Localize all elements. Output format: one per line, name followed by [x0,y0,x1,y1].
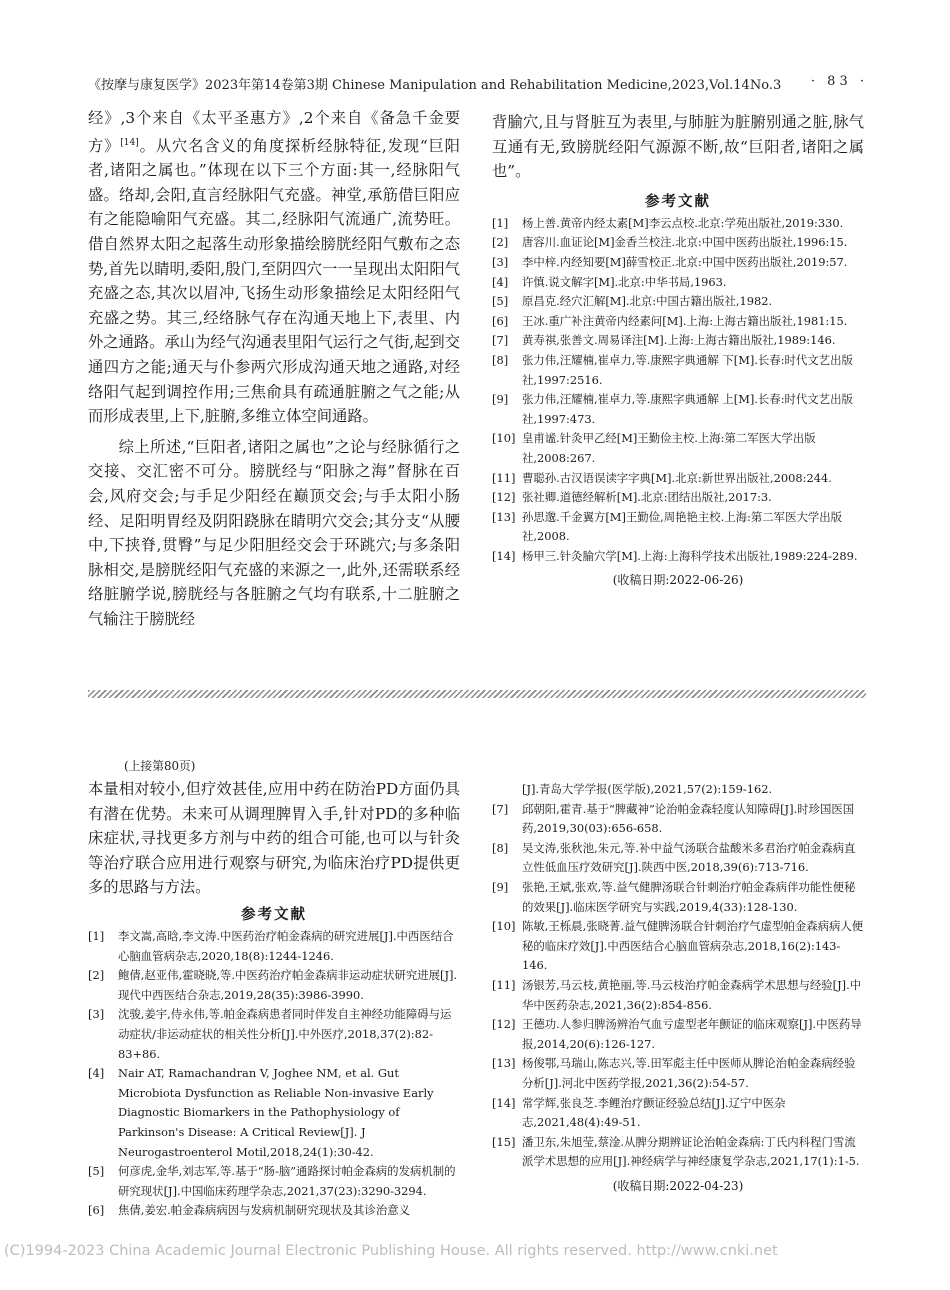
reference-text: 常学辉,张良芝.李鲤治疗颤证经验总结[J].辽宁中医杂志,2021,48(4):49-51. [522,1095,786,1130]
reference-item [492,292,864,312]
reference-number: [6] [492,313,509,328]
reference-text: Nair AT, Ramachandran V, Joghee NM, et al. Gut Microbiota Dysfunction as Reliable Non-invasive Early Diagnostic Biomarkers in the Pathophysiology of Parkinson's Disease: A Critical Review[J]. J Neurogastroenterol Motil,2018,24(1):30-42. [118,1066,434,1159]
reference-item [492,780,864,800]
page-number: · 83 · [810,74,868,89]
reference-number: [14] [492,1095,516,1110]
reference-item [492,312,864,332]
reference-number: [2] [88,968,105,983]
reference-text: 杨俊鄂,马瑞山,陈志兴,等.田军彪主任中医师从脾论治帕金森病经验分析[J].河北中医药学报,2021,36(2):54-57. [522,1056,856,1090]
reference-text: 汤银芳,马云枝,黄艳丽,等.马云枝治疗帕金森病学术思想与经验[J].中华中医药杂志,2021,36(2):854-856. [522,977,862,1012]
reference-text: 王德功.人参归脾汤辨治气血亏虚型老年颤证的临床观察[J].中医药导报,2014,20(6):126-127. [522,1017,862,1051]
continued-note: (上接第80页) [124,759,196,773]
article2-left-column [88,757,460,1221]
paragraph [88,106,460,429]
article1-body-left [88,106,460,632]
reference-item [492,1133,864,1172]
citation-marker: [14] [120,137,139,148]
reference-text: 潘卫东,朱旭莹,蔡淦.从脾分期辨证论治帕金森病:丁氏内科程门雪流派学术思想的应用[J].神经病学与神经康复学杂志,2021,17(1):1-5. [522,1134,860,1169]
reference-number: [14] [492,548,516,563]
paragraph-text: 。从穴名含义的角度探析经脉特征,发现“巨阳者,诸阳之属也。”体现在以下三个方面:其一,经脉阳气盛。络却,会阳,直言经脉阳气充盛。神堂,承筋借巨阳应有之能隐喻阳气充盛。其二,经脉阳气流通广,流势旺。借自然界太阳之起落生动形象描绘膀胱经阳气敷布之态势,首先以睛明,委阳,殷门,至阴四穴一一呈现出太阳阳气充盛之态,其次以眉冲,飞扬生动形象描绘足太阳经阳气充盛之势。其三,经络脉气存在沟通天地上下,表里、内外之通路。承山为经气沟通表里阳气运行之气街,起到交通四方之能;通天与仆参两穴形成沟通天地之通路,对经络阳气起到调控作用;三焦俞具有疏通脏腑之气之能;从而形成表里,上下,脏腑,多维立体空间通路。 [88,136,460,426]
reference-item [492,839,864,878]
reference-number: [3] [88,1007,105,1022]
reference-text: 黄寿祺,张善文.周易译注[M].上海:上海古籍出版社,1989:146. [522,333,836,348]
reference-text: 张艳,王斌,张欢,等.益气健脾汤联合针刺治疗帕金森病伴功能性便秘的效果[J].临床医学研究与实践,2019,4(33):128-130. [522,879,856,914]
paragraph-text: 经》,3个来自《太平圣惠方》,2个来自《备急千金要方》 [88,109,460,155]
reference-number: [6] [88,1203,105,1218]
reference-item [492,800,864,839]
reference-item [88,1162,460,1201]
reference-number: [1] [492,215,509,230]
reference-item [492,214,864,234]
received-date: (收稿日期:2022-06-26) [612,573,744,588]
reference-number: [4] [492,274,509,289]
reference-number: [5] [492,294,509,309]
reference-number: [15] [492,1134,516,1149]
reference-list [492,800,864,1172]
reference-item [88,927,460,966]
article2-right-column [492,780,864,1194]
reference-item [492,878,864,917]
received-date: (收稿日期:2022-04-23) [612,1178,744,1193]
reference-item [492,1015,864,1054]
reference-number: [9] [492,879,509,894]
reference-number: [11] [492,470,516,485]
reference-item [492,976,864,1015]
reference-text: 邱朝阳,霍青.基于“脾藏神”论治帕金森轻度认知障碍[J].时珍国医国药,2019,30(03):656-658. [522,801,855,836]
reference-item [492,253,864,273]
reference-number: [8] [492,840,509,855]
reference-list-continued [492,780,864,800]
reference-text: 许慎.说文解字[M].北京:中华书局,1963. [522,274,727,289]
reference-number: [9] [492,392,509,407]
reference-number: [7] [492,801,509,816]
reference-number: [13] [492,1056,516,1071]
reference-number: [11] [492,977,516,992]
reference-text: 杨甲三.针灸腧穴学[M].上海:上海科学技术出版社,1989:224-289. [522,548,858,563]
article1-right-column [492,110,864,588]
reference-text: 吴文涛,张秋池,朱元,等.补中益气汤联合盐酸米多君治疗帕金森病直立性低血压疗效研究[J].陕西中医,2018,39(6):713-716. [522,840,856,875]
references-heading: 参考文献 [241,906,307,923]
references-heading: 参考文献 [645,193,711,210]
reference-text: 陈敏,王栎晨,张晓菁.益气健脾汤联合针刺治疗气虚型帕金森病病人便秘的临床疗效[J].中西医结合心脑血管病杂志,2018,16(2):143-146. [522,919,864,973]
reference-number: [10] [492,919,516,934]
reference-item [492,547,864,567]
reference-item [492,1094,864,1133]
copyright-footer: (C)1994-2023 China Academic Journal Electronic Publishing House. All rights reserved. http://www.cnki.net [4,1243,778,1259]
article1-left-column [88,106,460,632]
paragraph: 背腧穴,且与肾脏互为表里,与肺脏为脏腑别通之脏,脉气互通有无,致膀胱经阳气源源不断,故“巨阳者,诸阳之属也”。 [492,113,864,181]
reference-text: [J].青岛大学学报(医学版),2021,57(2):159-162. [522,782,773,796]
reference-item [492,488,864,508]
reference-text: 鲍倩,赵亚伟,霍晓晓,等.中医药治疗帕金森病非运动症状研究进展[J].现代中西医结合杂志,2019,28(35):3986-3990. [118,968,458,1002]
reference-number: [12] [492,490,516,505]
reference-text: 原昌克.经穴汇解[M].北京:中国古籍出版社,1982. [522,294,773,309]
reference-item [492,331,864,351]
reference-list [492,214,864,567]
reference-text: 张力伟,汪耀楠,崔卓力,等.康熙字典通解 上[M].长春:时代文艺出版社,1997:473. [522,392,853,426]
reference-number: [3] [492,254,509,269]
reference-text: 沈骏,姜宇,侍永伟,等.帕金森病患者同时伴发自主神经功能障碍与运动症状/非运动症状的相关性分析[J].中外医疗,2018,37(2):82-83+86. [118,1007,452,1061]
reference-text: 张力伟,汪耀楠,崔卓力,等.康熙字典通解 下[M].长春:时代文艺出版社,1997:2516. [522,352,853,387]
reference-item [492,508,864,547]
reference-item [492,1054,864,1093]
reference-text: 唐容川.血证论[M]金香兰校注.北京:中国中医药出版社,1996:15. [522,235,848,250]
reference-text: 张社卿.道德经解析[M].北京:团结出版社,2017:3. [522,490,772,505]
reference-list [88,927,460,1221]
reference-item [492,273,864,293]
journal-citation: 《按摩与康复医学》2023年第14卷第3期 Chinese Manipulation and Rehabilitation Medicine,2023,Vol.14No.3 [88,78,782,93]
reference-number: [5] [88,1164,105,1179]
paragraph: 综上所述,“巨阳者,诸阳之属也”之论与经脉循行之交接、交汇密不可分。膀胱经与“阳脉之海”督脉在百会,风府交会;与手足少阳经在巅顶交会;与手太阳小肠经、足阳明胃经及阴阳跷脉在睛明穴交会;其分支“从腰中,下挟脊,贯臀”与足少阳胆经交会于环跳穴;与多条阳脉相交,是膀胱经阳气充盛的来源之一,此外,还需联系经络脏腑学说,膀胱经与各脏腑之气均有联系,十二脏腑之气输注于膀胱经 [88,437,460,628]
section-divider [88,690,866,698]
reference-item [492,917,864,976]
reference-number: [10] [492,431,516,446]
reference-item [88,1064,460,1162]
reference-item [492,351,864,390]
running-header [88,74,868,93]
reference-item [88,1201,460,1221]
paragraph: 本量相对较小,但疗效甚佳,应用中药在防治PD方面仍具有潜在优势。未来可从调理脾胃入手,针对PD的多种临床症状,寻找更多方剂与中药的组合可能,也可以与针灸等治疗联合应用进行观察与研究,为临床治疗PD提供更多的思路与方法。 [88,780,460,897]
reference-number: [7] [492,333,509,348]
reference-text: 孙思邈.千金翼方[M]王勤俭,周艳艳主校.上海:第二军医大学出版社,2008. [522,509,843,544]
reference-text: 杨上善.黄帝内经太素[M]李云点校.北京:学苑出版社,2019:330. [522,215,844,230]
reference-text: 何彦虎,金华,刘志军,等.基于“肠-脑”通路探讨帕金森病的发病机制的研究现状[J].中国临床药理学杂志,2021,37(23):3290-3294. [118,1164,456,1198]
reference-text: 李中梓.内经知要[M]薛雪校正.北京:中国中医药出版社,2019:57. [522,254,848,269]
reference-text: 皇甫谧.针灸甲乙经[M]王勤俭主校.上海:第二军医大学出版社,2008:267. [522,431,816,465]
reference-number: [2] [492,235,509,250]
reference-number: [12] [492,1017,516,1032]
reference-item [88,1005,460,1064]
reference-text: 李文嵩,高晗,李文涛.中医药治疗帕金森病的研究进展[J].中西医结合心脑血管病杂志,2020,18(8):1244-1246. [118,928,454,963]
reference-text: 王冰.重广补注黄帝内经素问[M].上海:上海古籍出版社,1981:15. [522,313,848,328]
reference-number: [4] [88,1066,105,1081]
reference-text: 焦倩,姜宏.帕金森病病因与发病机制研究现状及其诊治意义 [118,1203,411,1218]
reference-number: [1] [88,928,105,943]
reference-number: [8] [492,352,509,367]
reference-item [492,390,864,429]
reference-item [492,469,864,489]
reference-item [492,429,864,468]
reference-item [492,233,864,253]
reference-item [88,966,460,1005]
reference-number: [13] [492,509,516,524]
reference-text: 曹聪孙.古汉语误读字字典[M].北京:新世界出版社,2008:244. [522,470,832,485]
